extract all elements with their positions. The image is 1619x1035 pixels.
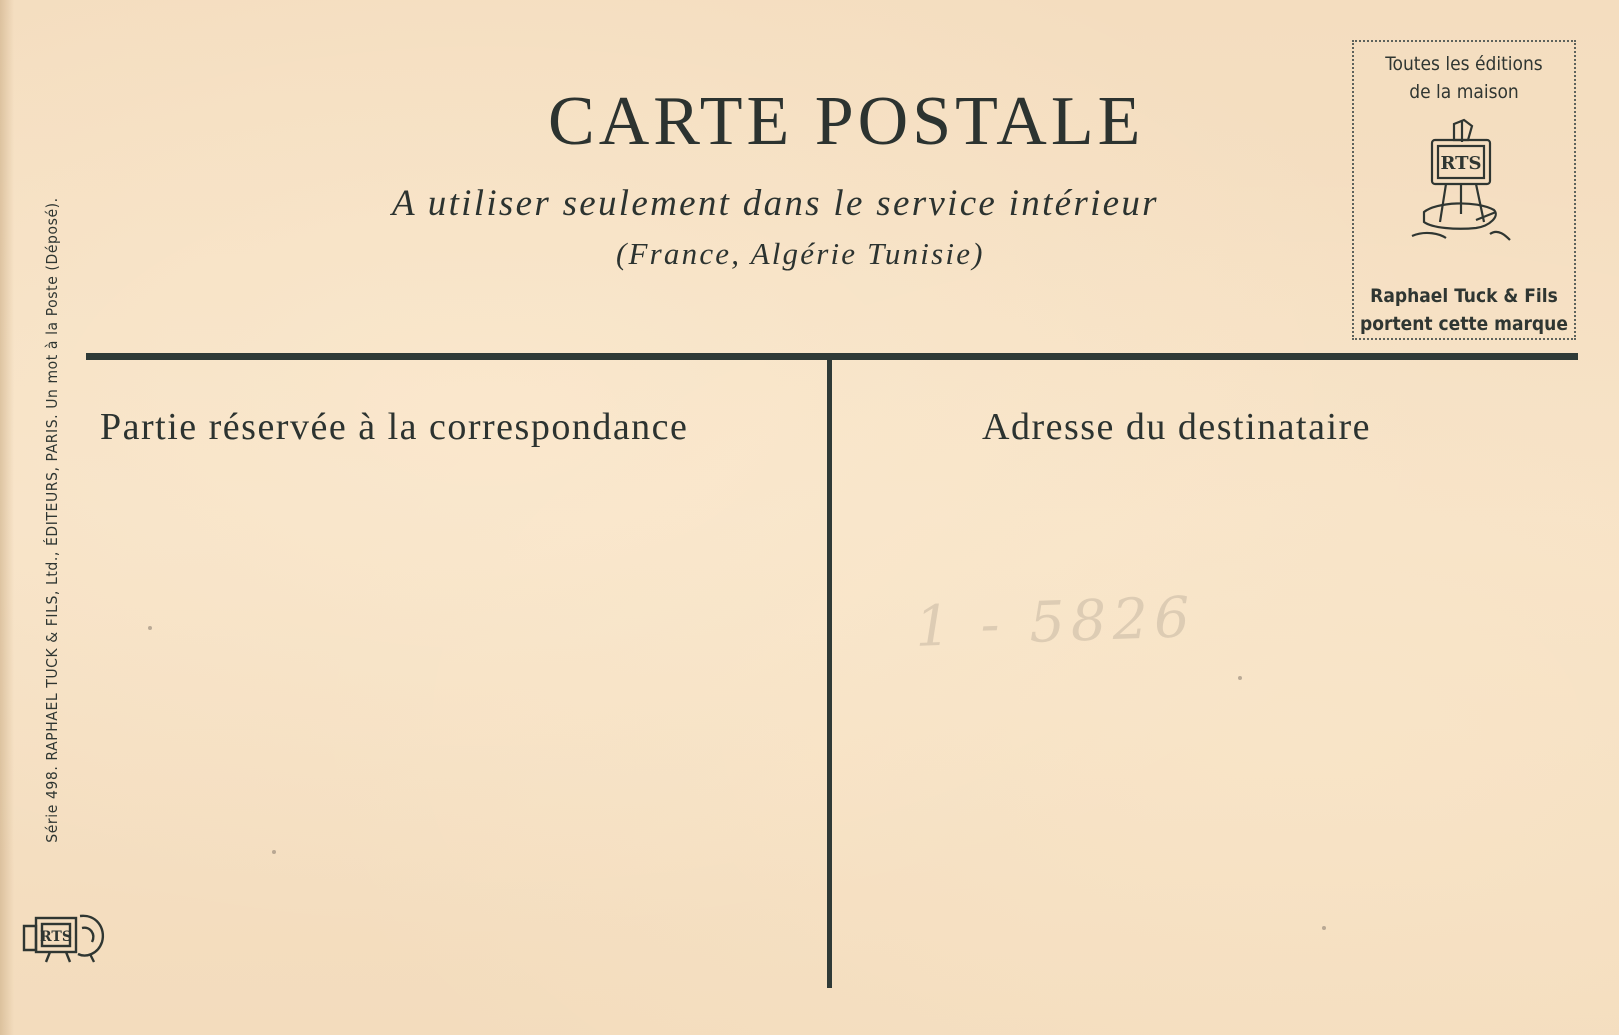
stamp-box-bottom-text (1354, 282, 1574, 338)
paper-speck (1322, 926, 1326, 930)
address-label: Adresse du destinataire (982, 406, 1372, 448)
horizontal-divider (86, 353, 1578, 360)
corner-trademark-icon (20, 908, 108, 964)
paper-speck (1238, 676, 1242, 680)
corner-logo-text: RTS (40, 929, 72, 945)
publisher-side-imprint: Série 498. RAPHAEL TUCK & FILS, Ltd., ÉDITEURS, PARIS. Un mot à la Poste (Déposé). (43, 197, 61, 843)
stamp-box (1352, 40, 1576, 340)
stamp-box-top-text (1354, 50, 1574, 106)
easel-trademark-icon (1406, 116, 1516, 256)
card-title: CARTE POSTALE (548, 83, 1145, 160)
stamp-box-top-line-2: de la maison (1409, 81, 1519, 103)
paper-speck (272, 850, 276, 854)
stamp-box-bottom-line-1: Raphael Tuck & Fils (1370, 285, 1558, 307)
card-edge-shadow (0, 0, 14, 1035)
stamp-logo-text: RTS (1440, 153, 1482, 174)
stamp-box-bottom-line-2: portent cette marque (1360, 313, 1568, 335)
card-subtitle: A utiliser seulement dans le service intérieur (392, 183, 1159, 224)
pencil-note: 1 - 5826 (913, 585, 1197, 660)
paper-speck (148, 626, 152, 630)
stamp-box-top-line-1: Toutes les éditions (1385, 53, 1543, 75)
card-countries: (France, Algérie Tunisie) (616, 236, 985, 271)
vertical-divider (827, 358, 832, 988)
correspondence-label: Partie réservée à la correspondance (100, 406, 689, 448)
